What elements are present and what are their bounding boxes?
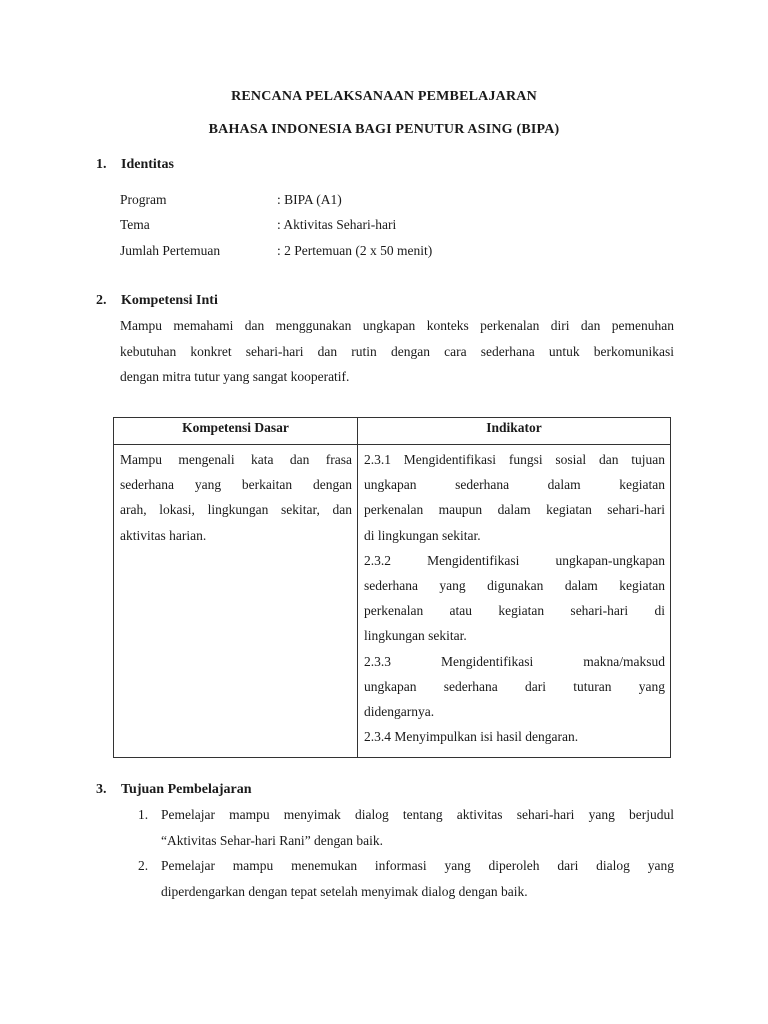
objective-line: Pemelajar mampu menemukan informasi yang diperoleh dari dialog yang (161, 858, 674, 873)
cell-line: di lingkungan sekitar. (364, 527, 481, 543)
column-header-kompetensi-dasar: Kompetensi Dasar (114, 418, 358, 445)
indikator-cell (358, 445, 671, 758)
indicator-item (364, 649, 665, 725)
document-title: RENCANA PELAKSANAAN PEMBELAJARAN (231, 89, 537, 104)
section-title: Tujuan Pembelajaran (121, 782, 252, 797)
objective-item (138, 853, 674, 904)
identity-value: : Aktivitas Sehari-hari (277, 217, 397, 232)
cell-line: 2.3.3 Mengidentifikasi makna/maksud (364, 653, 665, 669)
cell-line: perkenalan atau kegiatan sehari-hari di (364, 603, 665, 619)
objective-line: “Aktivitas Sehar-hari Rani” dengan baik. (161, 832, 384, 848)
table-header-row (114, 418, 671, 445)
objective-item (138, 802, 674, 853)
paragraph-line: kebutuhan konkret sehari-hari dan rutin dengan cara sederhana untuk berkomunikasi (120, 343, 674, 359)
cell-line: perkenalan maupun dalam kegiatan sehari-hari (364, 502, 665, 518)
section-title: Identitas (121, 157, 174, 172)
indicator-item (364, 724, 665, 749)
identity-value: : BIPA (A1) (277, 192, 342, 207)
identity-row-tema (120, 217, 396, 233)
objective-number: 2. (138, 858, 149, 873)
cell-line: 2.3.1 Mengidentifikasi fungsi sosial dan tujuan (364, 452, 665, 467)
cell-line: 2.3.4 Menyimpulkan isi hasil dengaran. (364, 729, 579, 745)
cell-line: lingkungan sekitar. (364, 628, 467, 644)
indicator-item (364, 548, 665, 649)
indicator-item (364, 447, 665, 548)
paragraph-line: Mampu memahami dan menggunakan ungkapan konteks perkenalan diri dan pemenuhan (120, 318, 674, 333)
cell-line: Mampu mengenali kata dan frasa (120, 452, 352, 467)
section-number: 2. (96, 293, 107, 308)
identity-label: Tema (120, 217, 150, 232)
identity-label: Program (120, 192, 167, 207)
table-row (114, 445, 671, 758)
identity-value: : 2 Pertemuan (2 x 50 menit) (277, 243, 433, 258)
cell-line: sederhana yang berkaitan dengan (120, 477, 352, 493)
cell-line: arah, lokasi, lingkungan sekitar, dan (120, 502, 352, 518)
section-title: Kompetensi Inti (121, 293, 218, 308)
section-heading-tujuan-pembelajaran (96, 782, 252, 798)
paragraph-line: dengan mitra tutur yang sangat kooperatif. (120, 369, 350, 384)
cell-line: sederhana yang digunakan dalam kegiatan (364, 578, 665, 594)
section-number: 1. (96, 157, 107, 172)
identity-row-jumlah-pertemuan (120, 243, 432, 259)
section-number: 3. (96, 782, 107, 797)
competency-table (113, 417, 671, 758)
cell-line: didengarnya. (364, 704, 435, 720)
section-heading-identitas (96, 157, 174, 173)
identity-label: Jumlah Pertemuan (120, 243, 221, 258)
section-heading-kompetensi-inti (96, 293, 218, 309)
cell-line: 2.3.2 Mengidentifikasi ungkapan-ungkapan (364, 552, 665, 568)
kompetensi-dasar-cell (114, 445, 358, 758)
objective-line: Pemelajar mampu menyimak dialog tentang aktivitas sehari-hari yang berjudul (161, 807, 674, 822)
objective-line: diperdengarkan dengan tepat setelah menyimak dialog dengan baik. (161, 883, 528, 899)
kompetensi-inti-paragraph (120, 313, 674, 390)
cell-line: aktivitas harian. (120, 527, 207, 543)
column-header-indikator: Indikator (358, 418, 671, 445)
identity-row-program (120, 192, 342, 208)
cell-line: ungkapan sederhana dari tuturan yang (364, 678, 665, 694)
objective-number: 1. (138, 807, 149, 822)
cell-line: ungkapan sederhana dalam kegiatan (364, 477, 665, 493)
document-subtitle: BAHASA INDONESIA BAGI PENUTUR ASING (BIPA) (208, 122, 560, 137)
